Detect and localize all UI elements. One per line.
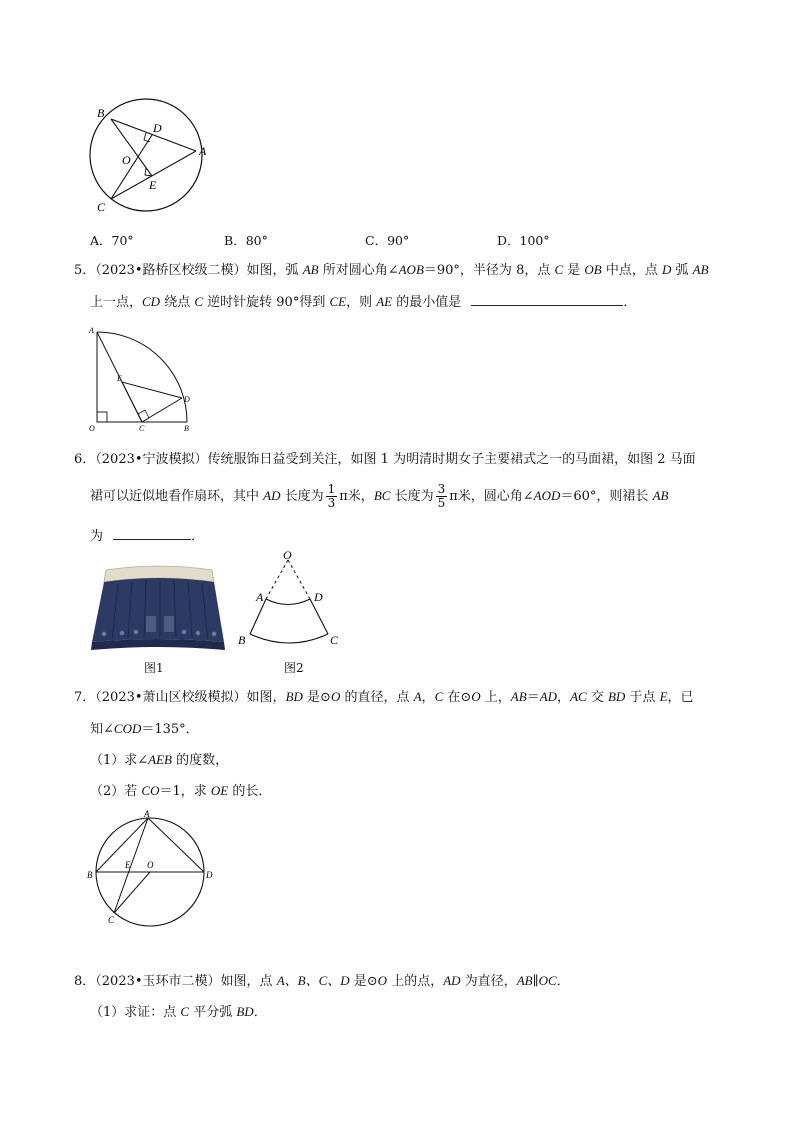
label-A: A [199, 144, 207, 158]
q7-line-1: 7．（2023•萧山区校级模拟）如图，BD 是⊙O 的直径，点 A，C 在⊙O 上，AB＝AD，AC 交 BD 于点 E，已 [74, 689, 694, 705]
label-E: E [117, 374, 122, 383]
option-c[interactable]: C．90° [365, 233, 410, 248]
label-D: D [184, 395, 190, 404]
circle-outline [90, 99, 202, 211]
label-A: A [89, 326, 94, 335]
skirt-panel-right [164, 616, 174, 632]
label-B: B [184, 424, 189, 433]
label-D: D [206, 870, 213, 880]
dashed-OA [266, 560, 288, 599]
arc-BC [250, 634, 328, 643]
q7-subquestion-1: （1）求∠AEB 的度数， [90, 752, 229, 768]
label-C: C [139, 424, 145, 433]
label-B: B [87, 870, 93, 880]
skirt-panel-left [146, 616, 156, 632]
right-angle-mark-D [144, 133, 150, 142]
skirt-body [92, 578, 224, 642]
q8-subquestion-1: （1）求证：点 C 平分弧 BD． [90, 1004, 267, 1020]
segment-AB [250, 599, 266, 634]
answer-blank-q5[interactable] [471, 293, 623, 306]
label-O: O [147, 860, 154, 870]
q7-line-2: 知∠COD＝135°． [90, 721, 199, 737]
q5-line-2: 上一点，CD 绕点 C 逆时针旋转 90°得到 CE，则 AE 的最小值是 ． [90, 294, 637, 310]
q6-line-1: 6．（2023•宁波模拟）传统服饰日益受到关注，如图 1 为明清时期女子主要裙式之一的马面裙，如图 2 马面 [74, 452, 696, 467]
segment-CD [142, 398, 182, 422]
label-D: D [314, 590, 323, 604]
label-D: D [153, 121, 162, 135]
segment-CE [122, 382, 142, 422]
right-angle-mark-O [97, 412, 107, 422]
figure-q7-circle [86, 806, 216, 928]
fraction-one-third: $\frac{1}{3}$ [327, 482, 336, 510]
q5-line-1: 5．（2023•路桥区校级二模）如图，弧 AB 所对圆心角∠AOB＝90°，半径为 8，点 C 是 OB 中点，点 D 弧 AB [74, 262, 709, 278]
segment-ED [122, 382, 182, 398]
segment-OC [114, 872, 150, 913]
label-C: C [97, 200, 106, 214]
segment-AC [114, 818, 148, 913]
caption-figure-2: 图2 [284, 661, 304, 675]
dashed-OD [288, 560, 310, 599]
option-b[interactable]: B．80° [224, 233, 268, 248]
option-d[interactable]: D．100° [497, 233, 550, 248]
figure-circle-top [80, 95, 220, 220]
label-O: O [89, 424, 95, 433]
q6-line-2: 裙可以近似地看作扇环，其中 AD 长度为 $\frac{1}{3}$ π米，BC 长度为 $\frac{3}{5}$ π米，圆心角∠AOD＝60°，则裙长 AB [90, 482, 669, 510]
answer-blank-q6[interactable] [113, 527, 191, 540]
option-a[interactable]: A．70° [90, 233, 134, 248]
label-O: O [283, 548, 292, 562]
skirt-hem-pattern [91, 639, 225, 650]
label-A: A [256, 590, 264, 604]
arc-AD [266, 599, 310, 605]
label-B: B [97, 106, 105, 120]
segment-AD [148, 818, 204, 872]
label-B: B [238, 633, 246, 647]
label-E: E [149, 178, 157, 192]
label-O: O [122, 153, 131, 167]
label-A: A [144, 809, 150, 819]
caption-figure-1: 图1 [144, 661, 164, 675]
figure-q5-quarter-circle [85, 322, 195, 434]
figure-skirt-photo [88, 562, 228, 652]
q8-line-1: 8．（2023•玉环市二模）如图，点 A、B、C、D 是⊙O 上的点，AD 为直径，AB∥OC． [74, 973, 570, 989]
label-C: C [330, 633, 339, 647]
label-C: C [108, 915, 115, 925]
fraction-three-fifths: $\frac{3}{5}$ [437, 482, 446, 510]
q7-subquestion-2: （2）若 CO＝1，求 OE 的长． [90, 783, 272, 799]
label-E: E [125, 860, 131, 870]
figure-sector-ring [232, 548, 352, 652]
arc-AB [97, 332, 187, 422]
q6-line-3: 为 ． [90, 529, 205, 544]
segment-DC [310, 599, 328, 634]
